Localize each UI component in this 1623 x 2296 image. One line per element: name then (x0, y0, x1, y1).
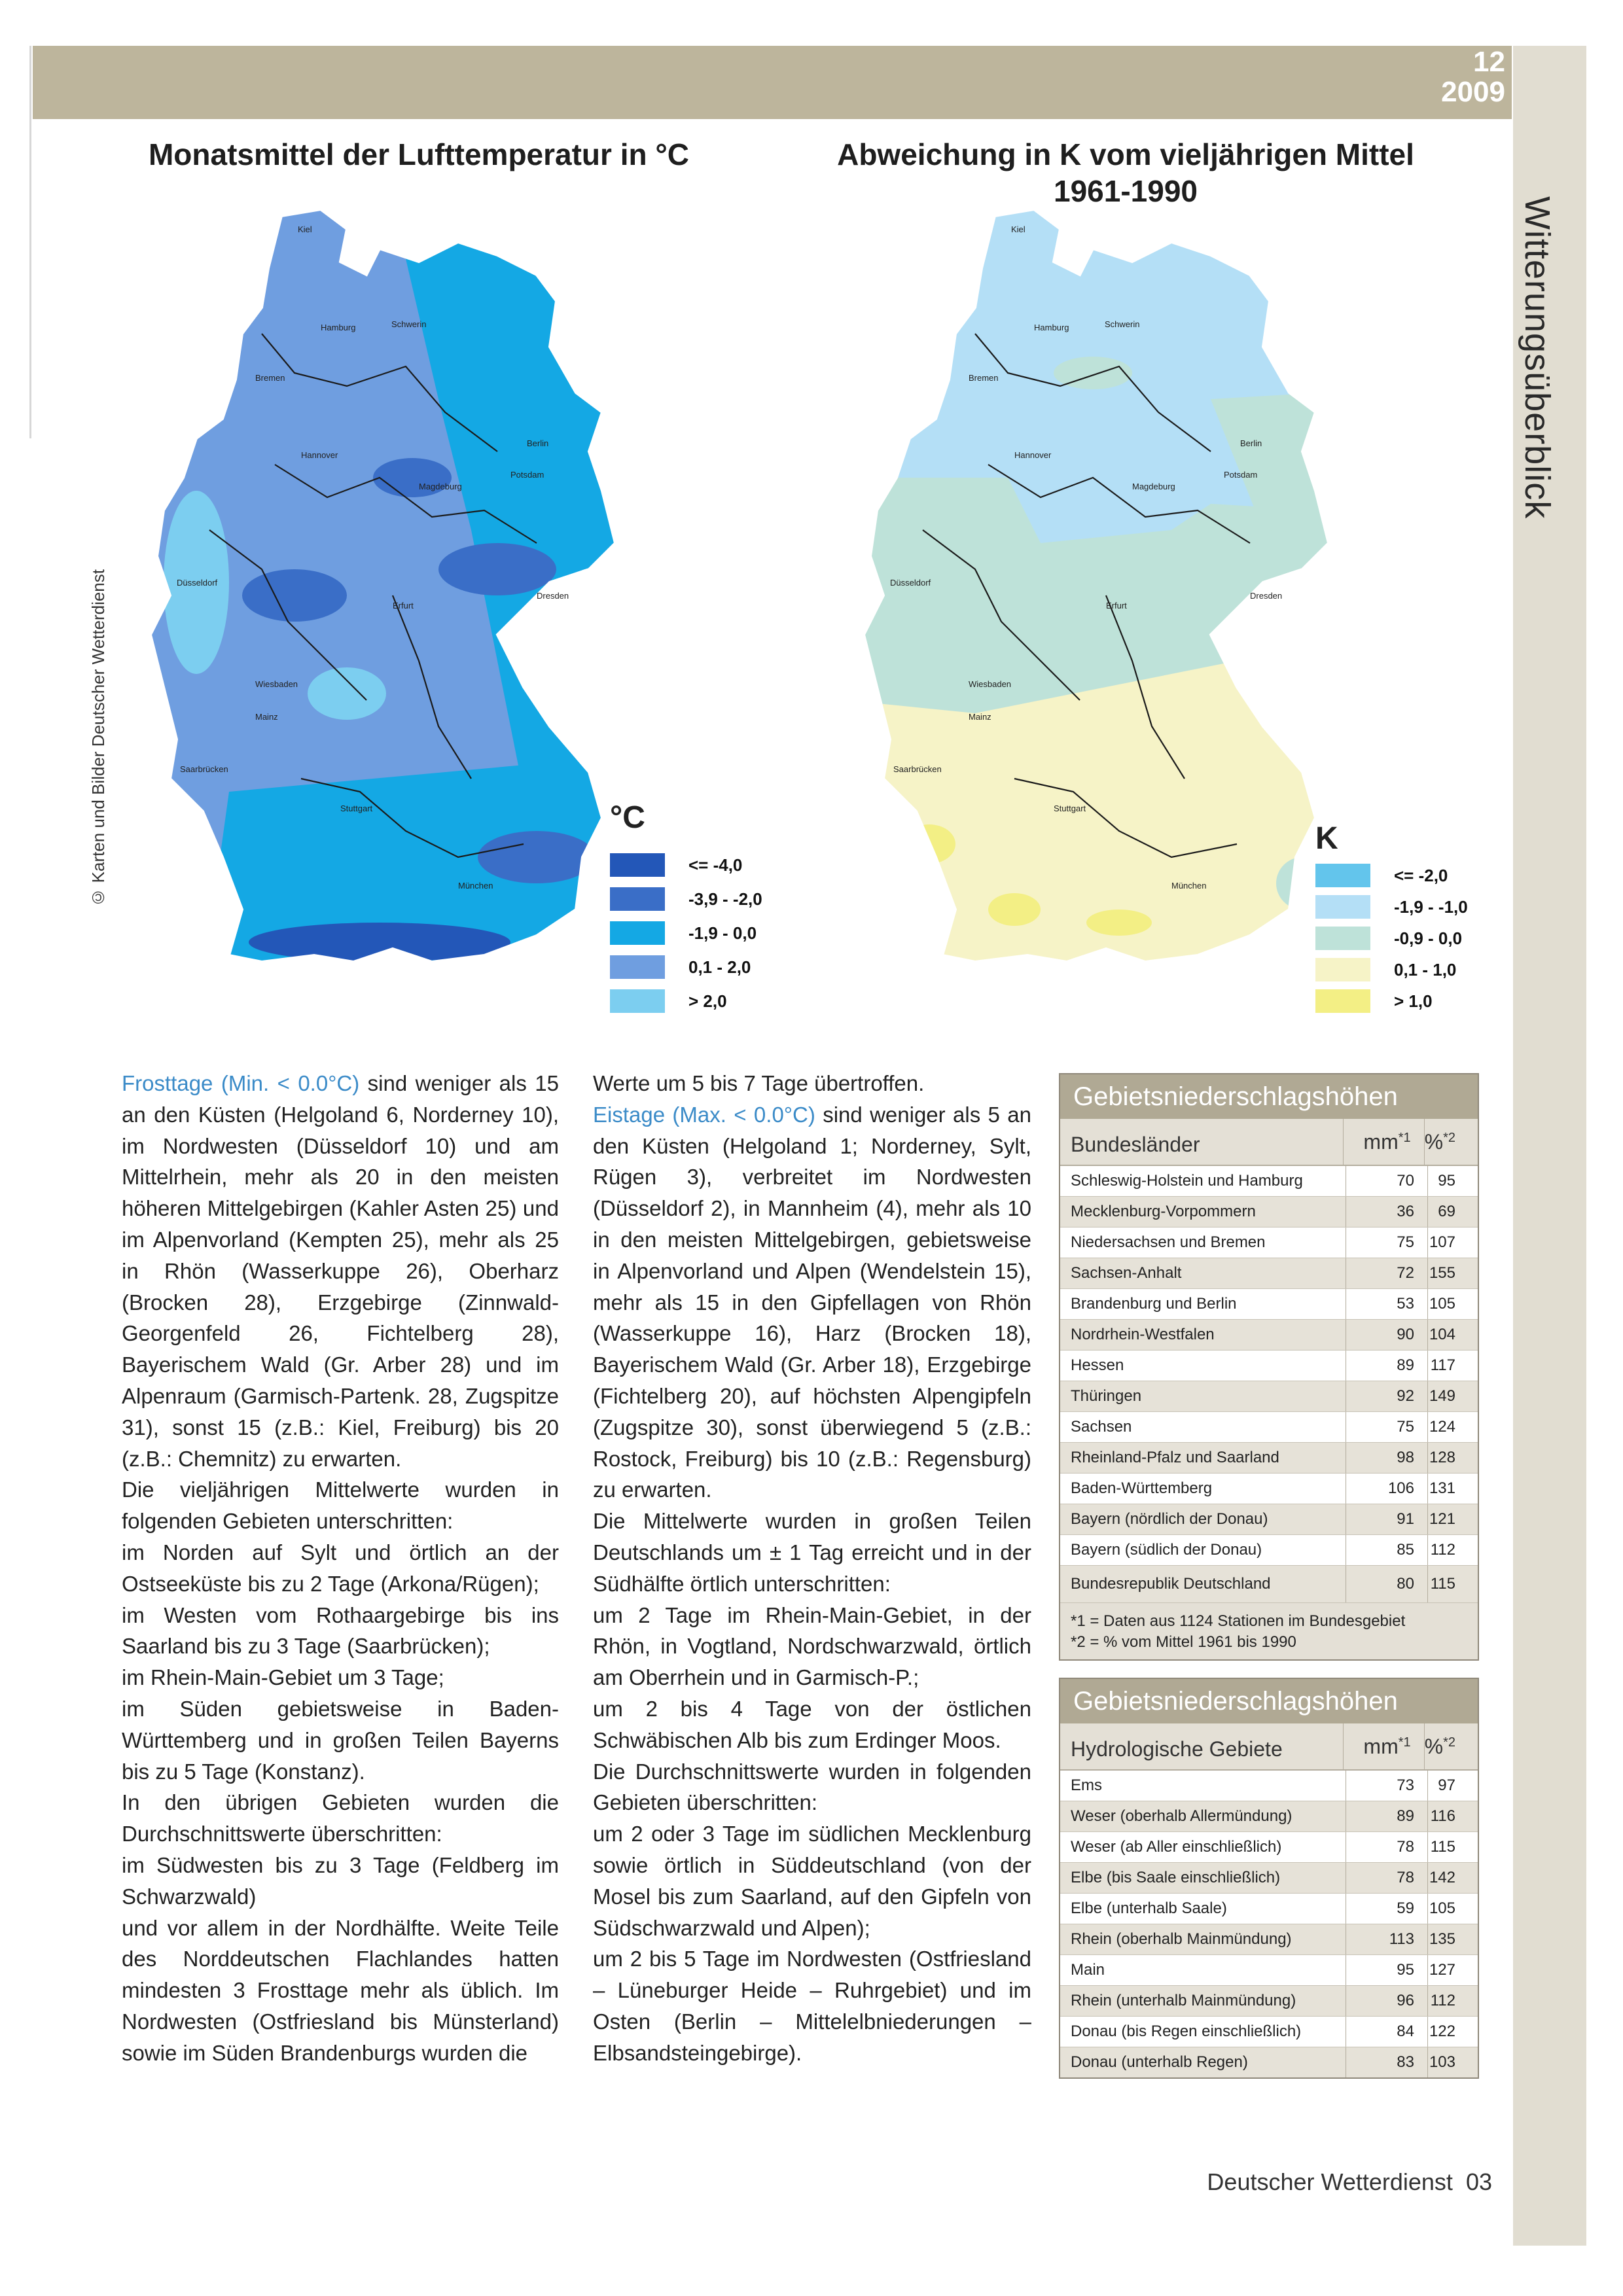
table-cell: 104 (1429, 1326, 1455, 1343)
image-credit: © Karten und Bilder Deutscher Wetterdienst (88, 569, 108, 908)
paragraph-text: sind weniger als 5 an den Küsten (Helgoland 1; Norderney, Sylt, Rügen 3), verbreitet im Nordwesten (Düsseldorf 2), in Mannheim (4), mehr als 10 in den meisten Mittelgebirgen, gebietsweise in Alpenvorland und Alpen (Wendelstein 15), mehr als 15 in den Gipfellagen von Rhön (Wasserkuppe 16), Harz (Brocken 18), Bayerischem Wald (Gr. Arber 18), Erzgebirge (Fichtelberg 20), auf höchsten Alpengipfeln (Zugspitze 30), sonst überwiegend 5 (z.B.: Rostock, Freiburg) bis 10 (z.B.: Regensburg) zu erwarten. (593, 1102, 1031, 1502)
table-row (1060, 1443, 1478, 1474)
table-cell: 70 (1346, 1166, 1428, 1196)
city-label: Dresden (1250, 591, 1283, 601)
table-cell: Weser (ab Aller einschließlich) (1060, 1832, 1346, 1862)
city-label: Dresden (537, 591, 569, 601)
paragraph: um 2 bis 4 Tage von der östlichen Schwäbischen Alb bis zum Erdinger Moos. (593, 1696, 1031, 1752)
footnote: *2 = % vom Mittel 1961 bis 1990 (1071, 1633, 1296, 1651)
table-cell: Bundesrepublik Deutschland (1060, 1566, 1346, 1602)
table-cell: 53 (1346, 1289, 1428, 1319)
table-row (1060, 1289, 1478, 1320)
legend-swatch (1315, 864, 1370, 887)
map-left-title: Monatsmittel der Lufttemperatur in °C (148, 137, 689, 171)
table-row (1060, 1863, 1478, 1894)
table-cell: 95 (1346, 1955, 1428, 1985)
city-label: Kiel (298, 224, 312, 234)
city-label: Magdeburg (419, 482, 462, 491)
city-label: Mainz (969, 712, 991, 722)
legend-left-row (610, 886, 762, 912)
legend-label: -3,9 - -2,0 (688, 889, 762, 909)
paragraph: Die Durchschnittswerte wurden in folgenden Gebieten überschritten: (593, 1759, 1031, 1815)
legend-left-row (610, 988, 762, 1014)
legend-swatch (1315, 989, 1370, 1013)
city-label: Berlin (1240, 438, 1262, 448)
table-cell: 85 (1346, 1535, 1428, 1565)
table-cell: Rhein (unterhalb Mainmündung) (1060, 1986, 1346, 2016)
table-cell: 92 (1346, 1381, 1428, 1411)
city-label: Berlin (527, 438, 549, 448)
legend-swatch (1315, 895, 1370, 919)
header-band (33, 46, 1512, 119)
paragraph: und vor allem in der Nordhälfte. Weite Teile des Norddeutschen Flachlandes hatten mindesten 3 Frosttage mehr als üblich. Im Nordwesten (Ostfriesland bis Münsterland) sowie im Süden Brandenburgs wurden die (122, 1915, 559, 2065)
table-cell: 149 (1429, 1387, 1455, 1405)
column-header (1344, 1723, 1425, 1769)
legend-right-unit: K (1315, 821, 1338, 856)
column-header-text: *1 (1398, 1735, 1411, 1750)
table-cell: Rhein (oberhalb Mainmündung) (1060, 1924, 1346, 1954)
legend-right-row (1315, 894, 1468, 920)
table-row (1060, 1924, 1478, 1955)
legend-right-row (1315, 862, 1468, 889)
table-cell: 90 (1346, 1320, 1428, 1350)
section-title: Witterungsüberblick (1518, 196, 1557, 520)
table-row (1060, 1412, 1478, 1443)
table-total-row (1060, 1566, 1478, 1603)
table-cell: 78 (1346, 1832, 1428, 1862)
text-column-2 (593, 1068, 1031, 2069)
table-cell: 84 (1346, 2017, 1428, 2047)
city-label: Wiesbaden (969, 679, 1012, 689)
table-cell: 75 (1346, 1412, 1428, 1442)
table-cell: 113 (1346, 1924, 1428, 1954)
table-cell: 131 (1429, 1479, 1455, 1497)
legend-label: -1,9 - -1,0 (1394, 896, 1468, 917)
legend-label: > 2,0 (688, 991, 727, 1011)
paragraph: im Südwesten bis zu 3 Tage (Feldberg im Schwarzwald) (122, 1852, 559, 1909)
table-cell: Mecklenburg-Vorpommern (1060, 1197, 1346, 1227)
publisher-name: Deutscher Wetterdienst (1207, 2168, 1453, 2195)
paragraph: im Rhein-Main-Gebiet um 3 Tage; (122, 1665, 444, 1690)
legend-label: 0,1 - 2,0 (688, 957, 751, 977)
column-header: Hydrologische Gebiete (1060, 1723, 1344, 1769)
table-cell: 116 (1430, 1807, 1455, 1825)
column-header-text: mm (1363, 1129, 1399, 1154)
table-cell: Schleswig-Holstein und Hamburg (1060, 1166, 1346, 1196)
column-header-text: *2 (1443, 1735, 1455, 1750)
page-number: 03 (1465, 2168, 1492, 2195)
table-cell: Sachsen-Anhalt (1060, 1258, 1346, 1288)
city-label: Hannover (301, 450, 338, 460)
table-row (1060, 1166, 1478, 1197)
table-row (1060, 1197, 1478, 1227)
legend-label: -1,9 - 0,0 (688, 923, 757, 943)
city-label: Hannover (1014, 450, 1052, 460)
table-cell: 107 (1429, 1233, 1455, 1251)
table-cell: 106 (1346, 1474, 1428, 1504)
table-cell: 72 (1346, 1258, 1428, 1288)
table-cell: 135 (1429, 1930, 1455, 1948)
paragraph: um 2 Tage im Rhein-Main-Gebiet, in der Rhön, in Vogtland, Nordschwarzwald, örtlich am Oberrhein und in Garmisch-P.; (593, 1602, 1031, 1690)
table-cell: 36 (1346, 1197, 1428, 1227)
table-row (1060, 1351, 1478, 1381)
city-label: Mainz (255, 712, 278, 722)
table-cell: 89 (1346, 1351, 1428, 1381)
table-cell: 105 (1429, 1899, 1455, 1917)
table-header (1060, 1723, 1478, 1771)
column-header-text: % (1424, 1129, 1444, 1154)
table-cell: Elbe (bis Saale einschließlich) (1060, 1863, 1346, 1893)
table-cell: Donau (unterhalb Regen) (1060, 2047, 1346, 2077)
city-label: Bremen (969, 373, 999, 383)
table-cell: Hessen (1060, 1351, 1346, 1381)
table-row (1060, 1258, 1478, 1289)
column-header (1425, 1119, 1478, 1165)
precipitation-table-basins (1059, 1678, 1479, 2079)
table-title: Gebietsniederschlagshöhen (1060, 1679, 1478, 1723)
table-cell: Rheinland-Pfalz und Saarland (1060, 1443, 1346, 1473)
issue-number: 12 (1473, 46, 1505, 78)
paragraph (122, 1068, 559, 1474)
legend-label: > 1,0 (1394, 991, 1433, 1011)
table-row (1060, 1986, 1478, 2017)
paragraph: im Süden gebietsweise in Baden-Württemberg und in großen Teilen Bayerns bis zu 5 Tage (Konstanz). (122, 1696, 559, 1784)
table-cell: 91 (1346, 1504, 1428, 1534)
legend-label: 0,1 - 1,0 (1394, 959, 1457, 980)
city-label: Schwerin (1105, 319, 1140, 329)
table-cell: Weser (oberhalb Allermündung) (1060, 1801, 1346, 1831)
table-row (1060, 1474, 1478, 1504)
table-row (1060, 1381, 1478, 1412)
legend-left-row (610, 954, 762, 980)
city-label: Erfurt (1106, 601, 1127, 610)
table-cell: 80 (1346, 1566, 1428, 1602)
issue-year: 2009 (1441, 76, 1505, 108)
table-row (1060, 1832, 1478, 1863)
legend-right-row (1315, 957, 1468, 983)
city-label: Düsseldorf (890, 578, 931, 588)
column-header-text: % (1424, 1734, 1444, 1758)
table-cell: 59 (1346, 1894, 1428, 1924)
city-label: München (1171, 881, 1207, 891)
legend-swatch (1315, 958, 1370, 981)
table-cell: 112 (1430, 1541, 1455, 1559)
issue-label (1414, 47, 1505, 107)
table-row (1060, 2047, 1478, 2077)
table-cell: Elbe (unterhalb Saale) (1060, 1894, 1346, 1924)
table-cell: 122 (1429, 2022, 1455, 2040)
legend-label: <= -4,0 (688, 855, 743, 875)
table-row (1060, 1955, 1478, 1986)
table-row (1060, 1227, 1478, 1258)
table-cell: Niedersachsen und Bremen (1060, 1227, 1346, 1258)
city-label: Stuttgart (340, 804, 373, 813)
paragraph-text: sind weniger als 15 an den Küsten (Helgoland 6, Norderney 10), im Nordwesten (Düsseldorf 10) und am Mittelrhein, mehr als 20 in den meisten höheren Mittelgebirgen (Kahler Asten 25) und im Alpenvorland (Kempten 25), mehr als 25 in Rhön (Wasserkuppe 26), Oberharz (Brocken 28), Erzgebirge (Zinnwald-Georgenfeld 26, Fichtelberg 28), Bayerischem Wald (Gr. Arber 28) und im Alpenraum (Garmisch-Partenk. 28, Zugspitze 31), sonst 15 (z.B.: Kiel, Freiburg) bis 20 (z.B.: Chemnitz) zu erwarten. (122, 1071, 559, 1471)
city-label: Saarbrücken (180, 764, 228, 774)
table-cell: 112 (1430, 1992, 1455, 2009)
column-header-text: *2 (1443, 1130, 1455, 1145)
legend-swatch (1315, 927, 1370, 950)
legend-left-row (610, 852, 762, 878)
table-row (1060, 1320, 1478, 1351)
text-column-1 (122, 1068, 559, 2069)
table-row (1060, 2017, 1478, 2047)
map-right-title-line2: 1961-1990 (1054, 174, 1198, 208)
legend-label: <= -2,0 (1394, 865, 1448, 885)
table-row (1060, 1801, 1478, 1832)
table-cell: 142 (1429, 1869, 1455, 1886)
table-row (1060, 1894, 1478, 1924)
table-cell: Bayern (nördlich der Donau) (1060, 1504, 1346, 1534)
frost-days-lead: Frosttage (Min. < 0.0°C) (122, 1071, 360, 1095)
city-label: Potsdam (510, 470, 544, 480)
table-cell: 69 (1438, 1203, 1455, 1220)
legend-right-row (1315, 988, 1468, 1014)
column-header (1425, 1723, 1478, 1769)
table-cell: 73 (1346, 1771, 1428, 1801)
city-label: Potsdam (1224, 470, 1258, 480)
legend-left-unit: °C (610, 800, 645, 835)
legend-swatch (610, 853, 665, 877)
column-header-text: mm (1363, 1734, 1399, 1758)
table-cell: Ems (1060, 1771, 1346, 1801)
paragraph (593, 1099, 1031, 1506)
table-cell: 121 (1429, 1510, 1455, 1528)
ice-days-lead: Eistage (Max. < 0.0°C) (593, 1102, 815, 1127)
legend-swatch (610, 989, 665, 1013)
table-cell: Donau (bis Regen einschließlich) (1060, 2017, 1346, 2047)
paragraph: im Norden auf Sylt und örtlich an der Ostseeküste bis zu 2 Tage (Arkona/Rügen); (122, 1540, 559, 1596)
legend-swatch (610, 887, 665, 911)
city-label: Hamburg (321, 323, 356, 332)
table-cell: 96 (1346, 1986, 1428, 2016)
table-cell: 97 (1438, 1776, 1455, 1794)
paragraph: Die vieljährigen Mittelwerte wurden in folgenden Gebieten unterschritten: (122, 1477, 559, 1534)
table-cell: 128 (1429, 1449, 1455, 1466)
table-footnotes (1060, 1603, 1478, 1659)
table-cell: Main (1060, 1955, 1346, 1985)
table-cell: 98 (1346, 1443, 1428, 1473)
city-label: Hamburg (1034, 323, 1069, 332)
column-header (1344, 1119, 1425, 1165)
table-cell: 115 (1430, 1838, 1455, 1856)
table-title: Gebietsniederschlagshöhen (1060, 1074, 1478, 1119)
table-cell: 95 (1438, 1172, 1455, 1190)
legend-swatch (610, 921, 665, 945)
legend-swatch (610, 955, 665, 979)
legend-left (610, 852, 762, 1014)
paragraph: um 2 oder 3 Tage im südlichen Mecklenburg sowie örtlich in Süddeutschland (von der Mosel bis zum Saarland, auf den Gipfeln von Südschwarzwald und Alpen); (593, 1822, 1031, 1940)
column-header: Bundesländer (1060, 1119, 1344, 1165)
map-right-title-line1: Abweichung in K vom vieljährigen Mittel (837, 137, 1414, 171)
paragraph: Werte um 5 bis 7 Tage übertroffen. (593, 1071, 925, 1095)
left-margin-line (29, 46, 31, 438)
city-label: Magdeburg (1132, 482, 1175, 491)
table-cell: 117 (1430, 1356, 1455, 1374)
table-cell: Brandenburg und Berlin (1060, 1289, 1346, 1319)
legend-right-row (1315, 925, 1468, 951)
table-cell: 124 (1429, 1418, 1455, 1436)
table-cell: 83 (1346, 2047, 1428, 2077)
legend-left-row (610, 920, 762, 946)
paragraph: In den übrigen Gebieten wurden die Durchschnittswerte überschritten: (122, 1790, 559, 1846)
city-label: Stuttgart (1054, 804, 1086, 813)
table-cell: 127 (1429, 1961, 1455, 1979)
table-cell: 78 (1346, 1863, 1428, 1893)
city-label: Schwerin (391, 319, 427, 329)
column-header-text: *1 (1398, 1130, 1411, 1145)
table-cell: Sachsen (1060, 1412, 1346, 1442)
table-cell: 105 (1429, 1295, 1455, 1313)
city-label: Saarbrücken (893, 764, 942, 774)
table-cell: 103 (1429, 2053, 1455, 2071)
city-label: Kiel (1011, 224, 1026, 234)
legend-right (1315, 862, 1468, 1014)
page-footer (1207, 2168, 1492, 2196)
table-cell: 155 (1429, 1264, 1455, 1282)
table-cell: 115 (1430, 1575, 1455, 1593)
table-cell: 75 (1346, 1227, 1428, 1258)
map-right-title (798, 136, 1453, 209)
table-row (1060, 1504, 1478, 1535)
paragraph: im Westen vom Rothaargebirge bis ins Saarland bis zu 3 Tage (Saarbrücken); (122, 1602, 559, 1659)
table-header (1060, 1119, 1478, 1166)
footnote: *1 = Daten aus 1124 Stationen im Bundesgebiet (1071, 1612, 1406, 1630)
paragraph: Die Mittelwerte wurden in großen Teilen Deutschlands um ± 1 Tag erreicht und in der Südhälfte örtlich unterschritten: (593, 1509, 1031, 1596)
table-row (1060, 1535, 1478, 1566)
table-cell: Thüringen (1060, 1381, 1346, 1411)
legend-label: -0,9 - 0,0 (1394, 928, 1463, 948)
table-cell: Baden-Württemberg (1060, 1474, 1346, 1504)
table-cell: 89 (1346, 1801, 1428, 1831)
table-cell: Nordrhein-Westfalen (1060, 1320, 1346, 1350)
precipitation-table-states (1059, 1073, 1479, 1661)
city-label: Bremen (255, 373, 285, 383)
city-label: Düsseldorf (177, 578, 218, 588)
city-label: Wiesbaden (255, 679, 298, 689)
paragraph: um 2 bis 5 Tage im Nordwesten (Ostfriesland – Lüneburger Heide – Ruhrgebiet) und im Osten (Berlin – Mittelelbniederungen – Elbsandsteingebirge). (593, 1947, 1031, 2065)
city-label: Erfurt (393, 601, 414, 610)
table-row (1060, 1771, 1478, 1801)
city-label: München (458, 881, 493, 891)
table-cell: Bayern (südlich der Donau) (1060, 1535, 1346, 1565)
